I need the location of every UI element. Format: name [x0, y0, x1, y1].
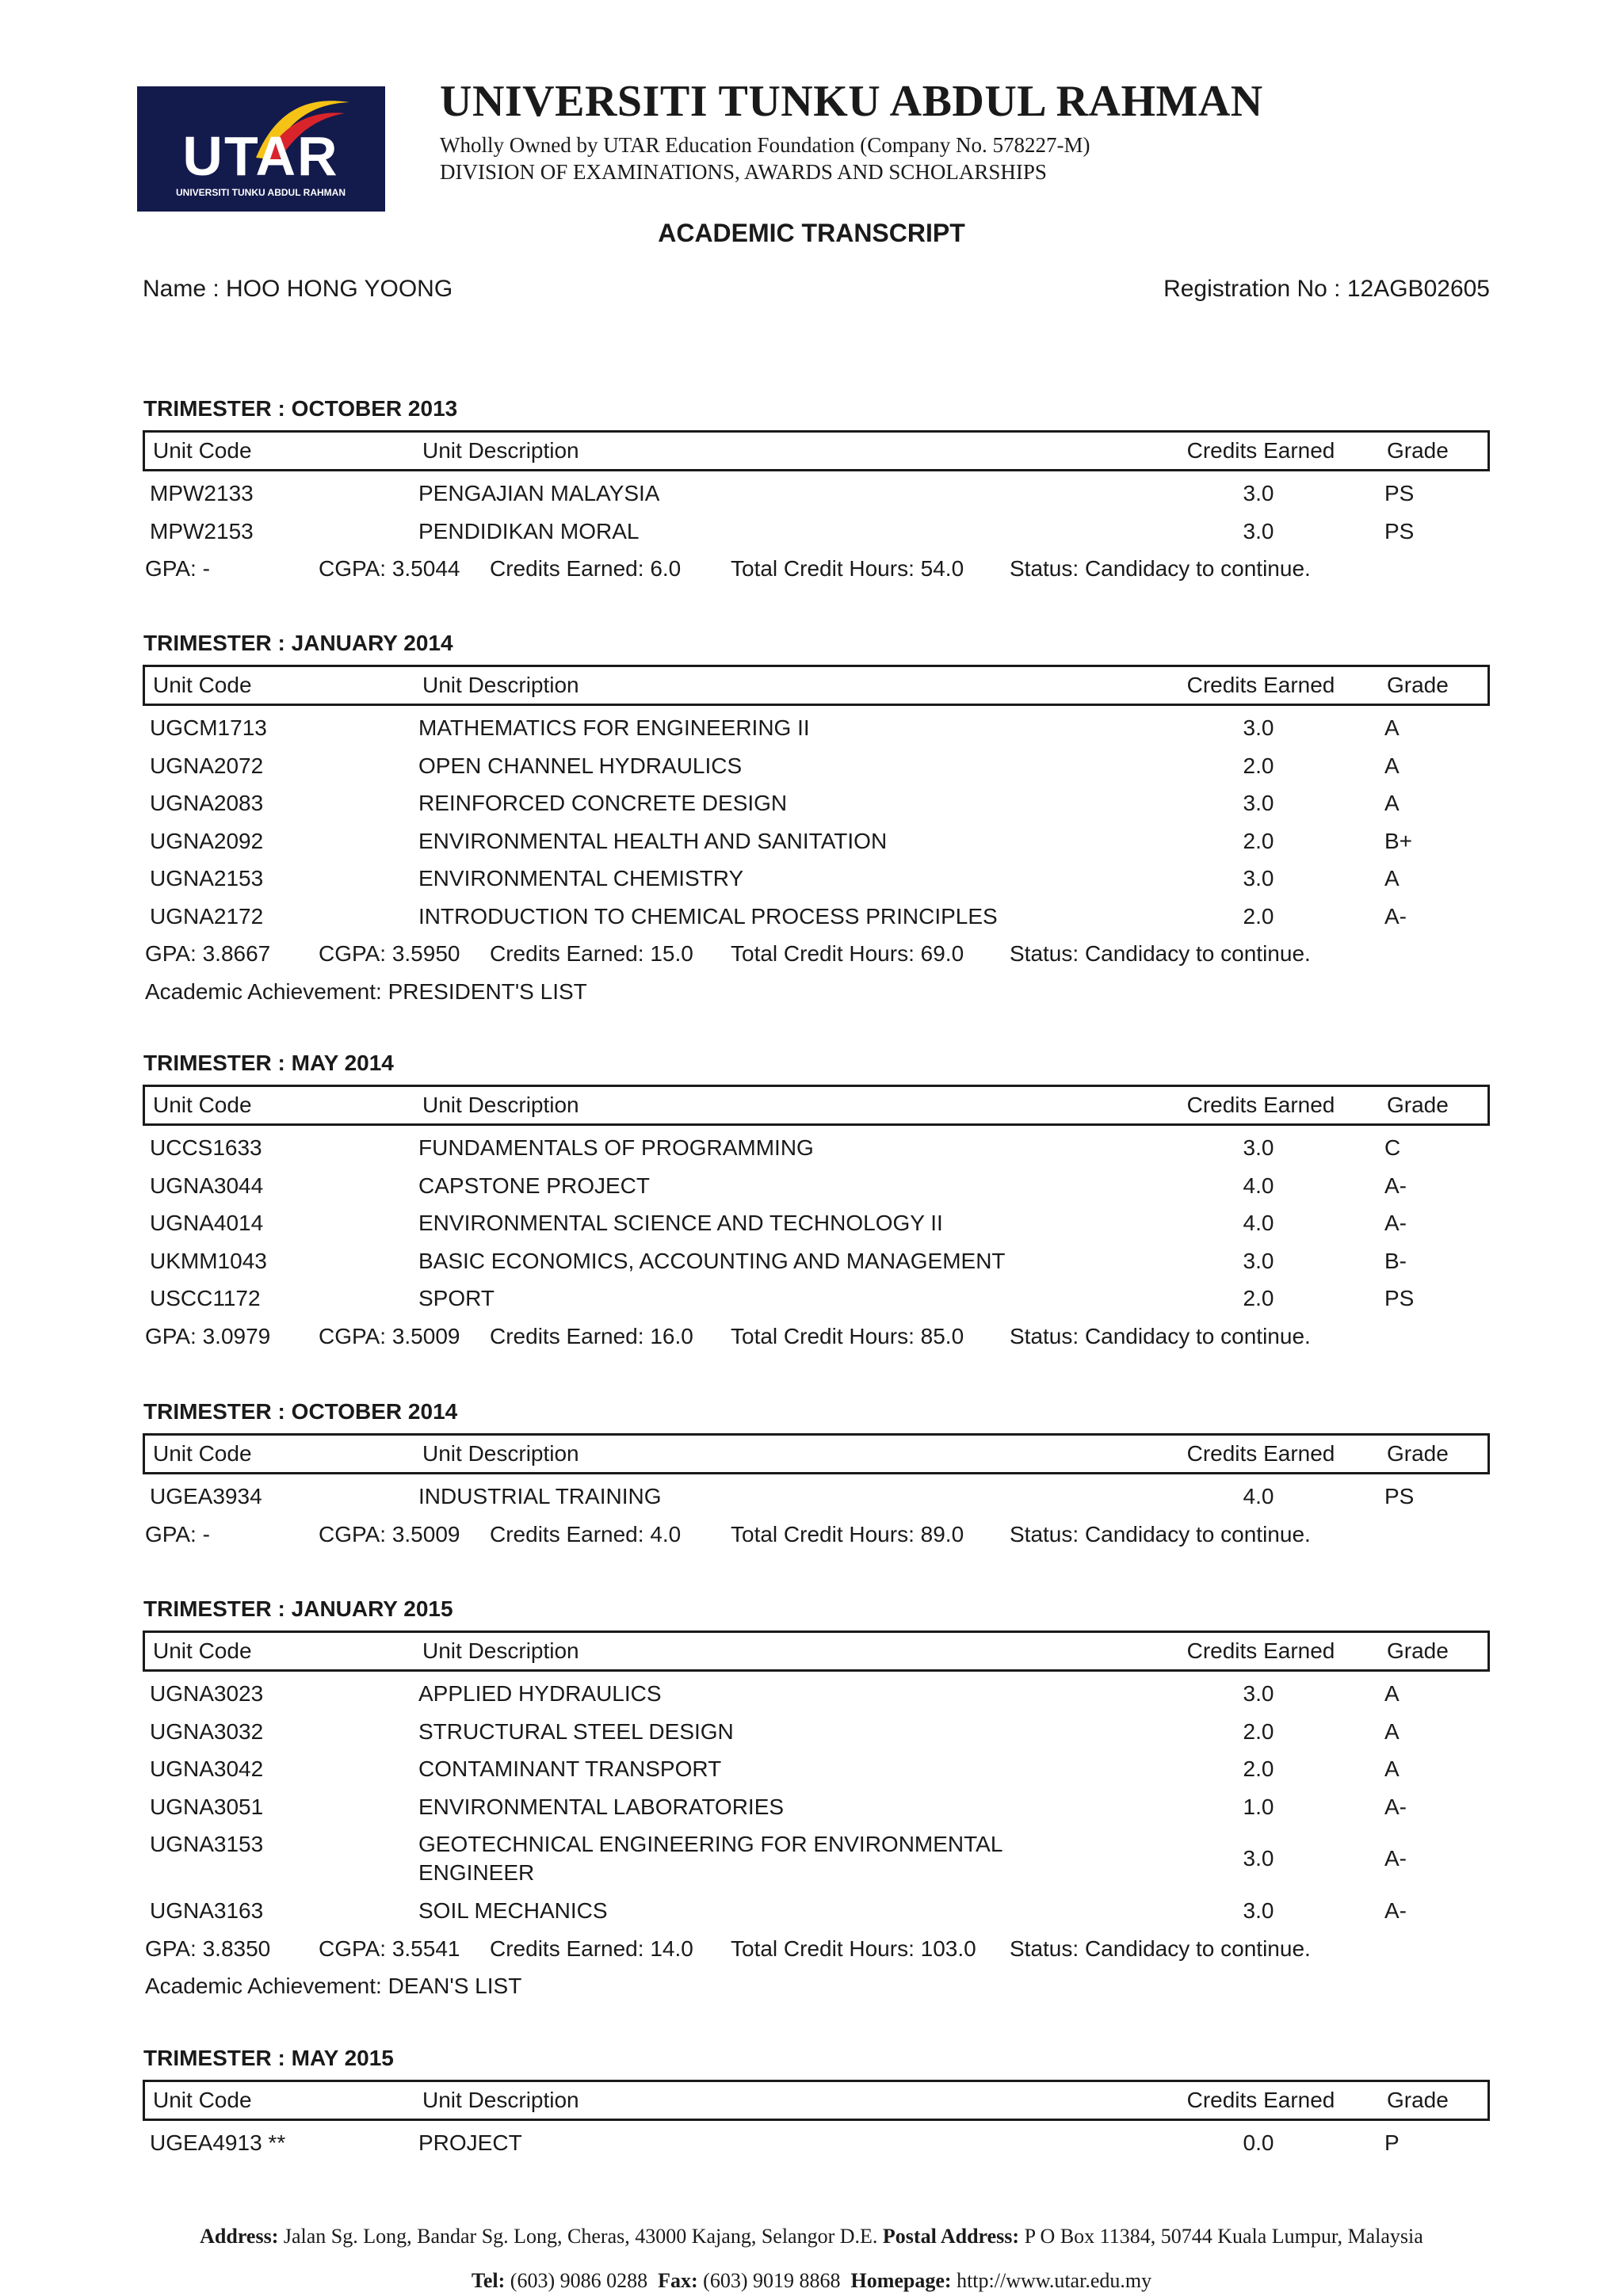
unit-credits: 3.0 — [1243, 715, 1274, 740]
unit-description: ENVIRONMENTAL CHEMISTRY — [418, 866, 744, 891]
table-row — [143, 1825, 1490, 1892]
credits-earned: Credits Earned: 4.0 — [490, 1521, 682, 1547]
table-header — [143, 1085, 1490, 1126]
table-header — [143, 430, 1490, 471]
utar-logo-mark-icon — [137, 86, 385, 212]
unit-grade: A — [1384, 715, 1400, 740]
trimester-section — [143, 1047, 1490, 1355]
unit-credits: 2.0 — [1243, 903, 1274, 929]
table-row — [143, 860, 1490, 898]
unit-description: ENVIRONMENTAL SCIENCE AND TECHNOLOGY II — [418, 1211, 943, 1235]
student-name: Name : HOO HONG YOONG — [143, 276, 453, 302]
table-row — [143, 1788, 1490, 1826]
cgpa: CGPA: 3.5950 — [319, 941, 460, 966]
unit-grade: A — [1384, 1681, 1400, 1706]
unit-credits: 2.0 — [1243, 828, 1274, 853]
unit-credits: 3.0 — [1243, 1135, 1274, 1160]
header-credits-earned: Credits Earned — [1186, 673, 1335, 697]
header-grade: Grade — [1387, 1638, 1449, 1663]
unit-description: INDUSTRIAL TRAINING — [418, 1484, 662, 1508]
gpa: GPA: 3.8350 — [145, 1936, 271, 1961]
unit-credits: 3.0 — [1243, 481, 1274, 505]
table-row — [143, 1675, 1490, 1713]
unit-code: UGNA3032 — [150, 1718, 264, 1744]
unit-grade: PS — [1384, 518, 1415, 543]
unit-description: INTRODUCTION TO CHEMICAL PROCESS PRINCIPLES — [418, 903, 998, 929]
unit-code: UGNA4014 — [150, 1211, 264, 1235]
unit-description: BASIC ECONOMICS, ACCOUNTING AND MANAGEMENT — [418, 1248, 1006, 1273]
unit-description: PROJECT — [418, 2130, 522, 2155]
unit-code: UGEA4913 ** — [150, 2130, 286, 2155]
header-unit-code: Unit Code — [153, 2088, 252, 2112]
trimester-title: TRIMESTER : JANUARY 2015 — [143, 1596, 453, 1621]
unit-code: UGNA2172 — [150, 903, 264, 929]
gpa: GPA: - — [145, 1521, 210, 1547]
unit-description: CONTAMINANT TRANSPORT — [418, 1756, 722, 1781]
unit-code: UCCS1633 — [150, 1135, 262, 1160]
unit-credits: 3.0 — [1243, 1681, 1274, 1706]
trimester-summary — [143, 550, 1490, 588]
address-label: Address: — [200, 2225, 279, 2248]
unit-grade: PS — [1384, 481, 1415, 505]
unit-grade: A- — [1384, 1898, 1407, 1923]
trimester-section — [143, 2042, 1490, 2162]
utar-logo — [137, 86, 385, 212]
cgpa: CGPA: 3.5541 — [319, 1936, 460, 1961]
header-unit-code: Unit Code — [153, 1441, 252, 1466]
unit-code: UGCM1713 — [150, 715, 267, 740]
logo-text: UTAR — [182, 125, 339, 187]
header-grade: Grade — [1387, 438, 1449, 463]
unit-code: UGNA3163 — [150, 1898, 264, 1923]
table-header — [143, 1433, 1490, 1474]
unit-grade: PS — [1384, 1484, 1415, 1508]
homepage-link[interactable]: http://www.utar.edu.my — [957, 2269, 1152, 2292]
unit-credits: 3.0 — [1243, 518, 1274, 543]
trimester-summary — [143, 1516, 1490, 1554]
tel-label: Tel: — [471, 2269, 506, 2292]
trimester-summary — [143, 935, 1490, 973]
table-row — [143, 1713, 1490, 1751]
header-credits-earned: Credits Earned — [1186, 1093, 1335, 1117]
header-credits-earned: Credits Earned — [1186, 1441, 1335, 1466]
table-row — [143, 784, 1490, 822]
trimester-summary — [143, 1930, 1490, 1968]
unit-code: UGNA3023 — [150, 1681, 264, 1706]
unit-code: USCC1172 — [150, 1286, 261, 1310]
unit-description: PENGAJIAN MALAYSIA — [418, 481, 660, 505]
table-row — [143, 898, 1490, 936]
total-credit-hours: Total Credit Hours: 54.0 — [731, 556, 964, 581]
division-line: DIVISION OF EXAMINATIONS, AWARDS AND SCHOLARSHIPS — [440, 160, 1047, 184]
academic-achievement: Academic Achievement: PRESIDENT'S LIST — [145, 978, 587, 1004]
unit-code: UGNA3044 — [150, 1173, 264, 1198]
unit-credits: 3.0 — [1243, 866, 1274, 891]
fax-label: Fax: — [658, 2269, 698, 2292]
unit-credits: 1.0 — [1243, 1794, 1274, 1819]
trimester-title: TRIMESTER : MAY 2015 — [143, 2046, 394, 2070]
trimester-section — [143, 627, 1490, 1010]
unit-code: UGNA2072 — [150, 753, 264, 778]
unit-code: UGNA2092 — [150, 828, 264, 853]
status: Status: Candidacy to continue. — [1010, 1521, 1311, 1547]
unit-code: UGNA3153 — [150, 1832, 264, 1856]
total-credit-hours: Total Credit Hours: 103.0 — [731, 1936, 976, 1961]
header-unit-description: Unit Description — [422, 2088, 579, 2112]
unit-grade: B+ — [1384, 828, 1413, 853]
trimester-summary — [143, 1318, 1490, 1356]
unit-credits: 2.0 — [1243, 753, 1274, 778]
unit-code: MPW2153 — [150, 518, 254, 543]
credits-earned: Credits Earned: 6.0 — [490, 556, 682, 581]
unit-grade: A- — [1384, 1794, 1407, 1819]
unit-code: UGNA3051 — [150, 1794, 264, 1819]
header-unit-code: Unit Code — [153, 438, 252, 463]
unit-description: CAPSTONE PROJECT — [418, 1173, 650, 1198]
unit-code: UKMM1043 — [150, 1248, 267, 1273]
table-header — [143, 2080, 1490, 2121]
header-unit-description: Unit Description — [422, 1638, 579, 1663]
unit-grade: A — [1384, 791, 1400, 815]
unit-grade: A- — [1384, 1211, 1407, 1235]
cgpa: CGPA: 3.5009 — [319, 1521, 460, 1547]
unit-grade: C — [1384, 1135, 1401, 1160]
unit-credits: 3.0 — [1243, 1898, 1274, 1923]
unit-credits: 3.0 — [1243, 1846, 1274, 1871]
address: Jalan Sg. Long, Bandar Sg. Long, Cheras, 43000 Kajang, Selangor D.E. — [283, 2225, 878, 2248]
gpa: GPA: 3.8667 — [145, 941, 271, 966]
header-unit-description: Unit Description — [422, 1093, 579, 1117]
header-grade: Grade — [1387, 673, 1449, 697]
unit-code: UGEA3934 — [150, 1484, 262, 1508]
status: Status: Candidacy to continue. — [1010, 556, 1311, 581]
unit-code: UGNA2083 — [150, 791, 264, 815]
header-unit-description: Unit Description — [422, 1441, 579, 1466]
registration-number: Registration No : 12AGB02605 — [1163, 276, 1490, 302]
header-unit-code: Unit Code — [153, 1093, 252, 1117]
header-credits-earned: Credits Earned — [1186, 438, 1335, 463]
unit-grade: A — [1384, 866, 1400, 891]
table-row — [143, 2124, 1490, 2162]
header-unit-description: Unit Description — [422, 673, 579, 697]
gpa: GPA: - — [145, 556, 210, 581]
total-credit-hours: Total Credit Hours: 69.0 — [731, 941, 964, 966]
table-row — [143, 513, 1490, 551]
table-row — [143, 822, 1490, 860]
unit-grade: A- — [1384, 903, 1407, 929]
university-name: UNIVERSITI TUNKU ABDUL RAHMAN — [440, 77, 1263, 126]
unit-description: FUNDAMENTALS OF PROGRAMMING — [418, 1135, 814, 1160]
unit-description: SPORT — [418, 1286, 495, 1310]
ownership-line: Wholly Owned by UTAR Education Foundation (Company No. 578227-M) — [440, 133, 1090, 157]
header-grade: Grade — [1387, 1093, 1449, 1117]
table-row — [143, 1242, 1490, 1280]
table-header — [143, 665, 1490, 706]
unit-credits: 4.0 — [1243, 1211, 1274, 1235]
unit-grade: A — [1384, 1756, 1400, 1781]
unit-description: OPEN CHANNEL HYDRAULICS — [418, 753, 743, 778]
fax-number: (603) 9019 8868 — [703, 2269, 841, 2292]
credits-earned: Credits Earned: 16.0 — [490, 1323, 693, 1348]
total-credit-hours: Total Credit Hours: 89.0 — [731, 1521, 964, 1547]
unit-description: STRUCTURAL STEEL DESIGN — [418, 1718, 734, 1744]
cgpa: CGPA: 3.5009 — [319, 1323, 460, 1348]
trimester-title: TRIMESTER : OCTOBER 2013 — [143, 396, 458, 421]
unit-grade: PS — [1384, 1286, 1415, 1310]
unit-grade: A- — [1384, 1846, 1407, 1871]
unit-grade: A — [1384, 1718, 1400, 1744]
table-row — [143, 747, 1490, 785]
unit-description: GEOTECHNICAL ENGINEERING FOR ENVIRONMENTAL ENGINEER — [418, 1832, 1002, 1885]
header-grade: Grade — [1387, 2088, 1449, 2112]
header-unit-code: Unit Code — [153, 1638, 252, 1663]
unit-description: ENVIRONMENTAL LABORATORIES — [418, 1794, 785, 1819]
table-row — [143, 1750, 1490, 1788]
header-credits-earned: Credits Earned — [1186, 2088, 1335, 2112]
trimester-title: TRIMESTER : OCTOBER 2014 — [143, 1399, 458, 1424]
unit-credits: 2.0 — [1243, 1718, 1274, 1744]
unit-code: UGNA3042 — [150, 1756, 264, 1781]
document-title: ACADEMIC TRANSCRIPT — [658, 219, 965, 247]
trimester-section — [143, 393, 1490, 588]
unit-description: APPLIED HYDRAULICS — [418, 1681, 662, 1706]
unit-description: MATHEMATICS FOR ENGINEERING II — [418, 715, 810, 740]
trimester-title: TRIMESTER : MAY 2014 — [143, 1051, 394, 1075]
table-row — [143, 1892, 1490, 1930]
status: Status: Candidacy to continue. — [1010, 1323, 1311, 1348]
total-credit-hours: Total Credit Hours: 85.0 — [731, 1323, 964, 1348]
status: Status: Candidacy to continue. — [1010, 941, 1311, 966]
table-row — [143, 475, 1490, 513]
trimester-section — [143, 1396, 1490, 1553]
credits-earned: Credits Earned: 15.0 — [490, 941, 693, 966]
credits-earned: Credits Earned: 14.0 — [490, 1936, 693, 1961]
table-row — [143, 1280, 1490, 1318]
unit-credits: 0.0 — [1243, 2130, 1274, 2155]
table-row — [143, 709, 1490, 747]
trimester-section — [143, 1593, 1490, 2005]
unit-description: SOIL MECHANICS — [418, 1898, 608, 1923]
unit-credits: 4.0 — [1243, 1484, 1274, 1508]
table-header — [143, 1630, 1490, 1672]
unit-grade: A — [1384, 753, 1400, 778]
unit-description: REINFORCED CONCRETE DESIGN — [418, 791, 788, 815]
header-grade: Grade — [1387, 1441, 1449, 1466]
footer-contact-line — [0, 2269, 1623, 2293]
table-row — [143, 1204, 1490, 1242]
unit-credits: 3.0 — [1243, 791, 1274, 815]
gpa: GPA: 3.0979 — [145, 1323, 271, 1348]
header-unit-code: Unit Code — [153, 673, 252, 697]
homepage-label: Homepage: — [850, 2269, 952, 2292]
unit-code: UGNA2153 — [150, 866, 264, 891]
unit-code: MPW2133 — [150, 481, 254, 505]
unit-description: PENDIDIKAN MORAL — [418, 518, 640, 543]
unit-grade: B- — [1384, 1248, 1407, 1273]
header-unit-description: Unit Description — [422, 438, 579, 463]
table-row — [143, 1478, 1490, 1516]
header-credits-earned: Credits Earned — [1186, 1638, 1335, 1663]
cgpa: CGPA: 3.5044 — [319, 556, 460, 581]
footer-address-line — [0, 2225, 1623, 2248]
academic-achievement: Academic Achievement: DEAN'S LIST — [145, 1974, 522, 1998]
trimester-title: TRIMESTER : JANUARY 2014 — [143, 631, 453, 655]
logo-subtext: UNIVERSITI TUNKU ABDUL RAHMAN — [176, 187, 346, 198]
unit-credits: 2.0 — [1243, 1286, 1274, 1310]
postal-address: P O Box 11384, 50744 Kuala Lumpur, Malaysia — [1024, 2225, 1423, 2248]
unit-credits: 3.0 — [1243, 1248, 1274, 1273]
unit-credits: 4.0 — [1243, 1173, 1274, 1198]
unit-grade: P — [1384, 2130, 1400, 2155]
status: Status: Candidacy to continue. — [1010, 1936, 1311, 1961]
postal-address-label: Postal Address: — [882, 2225, 1020, 2248]
table-row — [143, 1167, 1490, 1205]
table-row — [143, 1129, 1490, 1167]
tel-number: (603) 9086 0288 — [510, 2269, 648, 2292]
unit-grade: A- — [1384, 1173, 1407, 1198]
unit-credits: 2.0 — [1243, 1756, 1274, 1781]
unit-description: ENVIRONMENTAL HEALTH AND SANITATION — [418, 828, 888, 853]
